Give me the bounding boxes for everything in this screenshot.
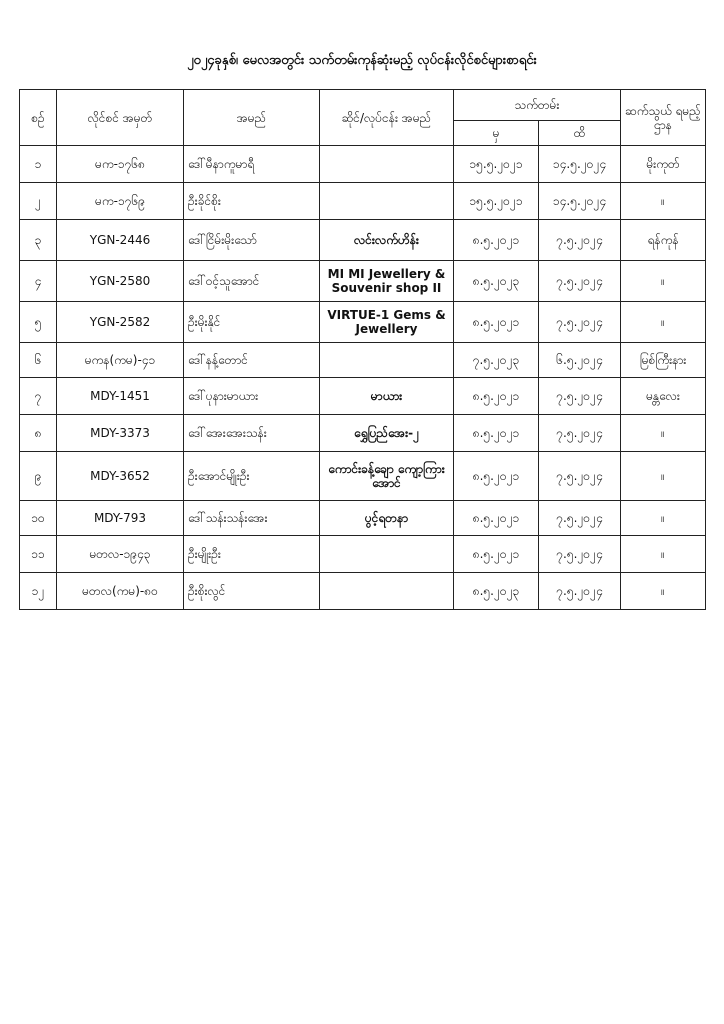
cell-shop: [320, 573, 454, 610]
cell-license: မတလ(ကမ)-၈၀: [57, 573, 184, 610]
cell-shop: လင်းလက်ဟိန်း: [320, 220, 454, 261]
table-row: [20, 220, 706, 261]
cell-name: ဒေါ်ပုနားမာယား: [184, 378, 320, 415]
cell-name: ဦးမျိုးဦး: [184, 536, 320, 573]
cell-remark: ။: [621, 302, 706, 343]
cell-from: ၈.၅.၂၀၂၁: [454, 415, 539, 452]
cell-name: ဦးမိုးနိုင်: [184, 302, 320, 343]
cell-from: ၈.၅.၂၀၂၁: [454, 302, 539, 343]
cell-remark: မန္တလေး: [621, 378, 706, 415]
cell-no: ၅: [20, 302, 57, 343]
cell-to: ၆.၅.၂၀၂၄: [539, 343, 621, 378]
cell-license: MDY-3652: [57, 452, 184, 501]
cell-from: ၁၅.၅.၂၀၂၁: [454, 146, 539, 183]
cell-from: ၈.၅.၂၀၂၁: [454, 536, 539, 573]
cell-shop: မာယား: [320, 378, 454, 415]
cell-license: MDY-1451: [57, 378, 184, 415]
cell-no: ၂: [20, 183, 57, 220]
cell-shop: ပွင့်ရတနာ: [320, 501, 454, 536]
cell-remark: ရန်ကုန်: [621, 220, 706, 261]
header-no: စဉ်: [20, 90, 57, 146]
header-shop: ဆိုင်/လုပ်ငန်း အမည်: [320, 90, 454, 146]
cell-name: ဦးခိုင်စိုး: [184, 183, 320, 220]
cell-from: ၈.၅.၂၀၂၃: [454, 261, 539, 302]
cell-to: ၇.၅.၂၀၂၄: [539, 536, 621, 573]
cell-from: ၈.၅.၂၀၂၁: [454, 452, 539, 501]
cell-to: ၇.၅.၂၀၂၄: [539, 220, 621, 261]
cell-remark: ။: [621, 261, 706, 302]
cell-name: ဒေါ်သန်းသန်းအေး: [184, 501, 320, 536]
cell-remark: ။: [621, 452, 706, 501]
cell-no: ၉: [20, 452, 57, 501]
table-row: [20, 536, 706, 573]
cell-to: ၇.၅.၂၀၂၄: [539, 415, 621, 452]
cell-name: ဦးစိုးလွင်: [184, 573, 320, 610]
cell-shop: ကောင်းခန့်ချော ကျော့ကြားအောင်: [320, 452, 454, 501]
table-row: [20, 415, 706, 452]
cell-license: မကန(ကမ)-၄၁: [57, 343, 184, 378]
header-license: လိုင်စင် အမှတ်: [57, 90, 184, 146]
cell-shop: [320, 343, 454, 378]
table-row: [20, 302, 706, 343]
cell-no: ၁၁: [20, 536, 57, 573]
cell-name: ဒေါ်မီနာကူမာရီ: [184, 146, 320, 183]
table-row: [20, 378, 706, 415]
cell-from: ၈.၅.၂၀၂၃: [454, 573, 539, 610]
cell-license: YGN-2580: [57, 261, 184, 302]
cell-shop: VIRTUE-1 Gems & Jewellery: [320, 302, 454, 343]
header-from: မှ: [454, 121, 539, 146]
cell-shop: ရွှေပြည်အေး-၂: [320, 415, 454, 452]
cell-to: ၇.၅.၂၀၂၄: [539, 501, 621, 536]
cell-license: မက-၁၇၆၉: [57, 183, 184, 220]
cell-license: မက-၁၇၆၈: [57, 146, 184, 183]
license-table: [19, 89, 706, 610]
cell-shop: [320, 536, 454, 573]
table-row: [20, 573, 706, 610]
table-row: [20, 261, 706, 302]
cell-to: ၁၄.၅.၂၀၂၄: [539, 183, 621, 220]
cell-license: မတလ-၁၉၄၃: [57, 536, 184, 573]
cell-name: ဒေါ်ငြိမ်းမိုးသော်: [184, 220, 320, 261]
header-to: ထိ: [539, 121, 621, 146]
cell-shop: [320, 146, 454, 183]
document-title: ၂၀၂၄ခုနှစ်၊ မေလအတွင်း သက်တမ်းကုန်ဆုံးမည့် လုပ်ငန်းလိုင်စင်များစာရင်း: [187, 53, 537, 68]
cell-remark: ။: [621, 183, 706, 220]
cell-no: ၄: [20, 261, 57, 302]
table-row: [20, 452, 706, 501]
cell-shop: MI MI Jewellery & Souvenir shop II: [320, 261, 454, 302]
cell-from: ၁၅.၅.၂၀၂၁: [454, 183, 539, 220]
cell-name: ဦးအောင်မျိုးဦး: [184, 452, 320, 501]
cell-license: YGN-2582: [57, 302, 184, 343]
table-row: [20, 343, 706, 378]
cell-license: YGN-2446: [57, 220, 184, 261]
cell-to: ၇.၅.၂၀၂၄: [539, 378, 621, 415]
header-validity: သက်တမ်း: [454, 90, 621, 121]
cell-name: ဒေါ်အေးအေးသန်း: [184, 415, 320, 452]
cell-name: ဒေါ်ဝင့်သူအောင်: [184, 261, 320, 302]
cell-no: ၈: [20, 415, 57, 452]
cell-remark: ။: [621, 501, 706, 536]
cell-no: ၇: [20, 378, 57, 415]
cell-no: ၆: [20, 343, 57, 378]
cell-to: ၇.၅.၂၀၂၄: [539, 302, 621, 343]
cell-from: ၇.၅.၂၀၂၃: [454, 343, 539, 378]
cell-remark: ။: [621, 415, 706, 452]
cell-to: ၇.၅.၂၀၂၄: [539, 573, 621, 610]
cell-remark: မိုးကုတ်: [621, 146, 706, 183]
cell-from: ၈.၅.၂၀၂၁: [454, 378, 539, 415]
table-row: [20, 146, 706, 183]
cell-to: ၇.၅.၂၀၂၄: [539, 452, 621, 501]
header-name: အမည်: [184, 90, 320, 146]
cell-remark: ။: [621, 573, 706, 610]
cell-remark: မြစ်ကြီးနား: [621, 343, 706, 378]
table-row: [20, 183, 706, 220]
cell-from: ၈.၅.၂၀၂၁: [454, 220, 539, 261]
cell-no: ၃: [20, 220, 57, 261]
cell-from: ၈.၅.၂၀၂၁: [454, 501, 539, 536]
header-remark: ဆက်သွယ် ရမည့်ဌာန: [621, 90, 706, 146]
cell-remark: ။: [621, 536, 706, 573]
cell-no: ၁၀: [20, 501, 57, 536]
cell-shop: [320, 183, 454, 220]
cell-license: MDY-793: [57, 501, 184, 536]
cell-no: ၁: [20, 146, 57, 183]
cell-to: ၇.၅.၂၀၂၄: [539, 261, 621, 302]
table-row: [20, 501, 706, 536]
cell-to: ၁၄.၅.၂၀၂၄: [539, 146, 621, 183]
cell-name: ဒေါ်နန့်တောင်: [184, 343, 320, 378]
cell-no: ၁၂: [20, 573, 57, 610]
cell-license: MDY-3373: [57, 415, 184, 452]
